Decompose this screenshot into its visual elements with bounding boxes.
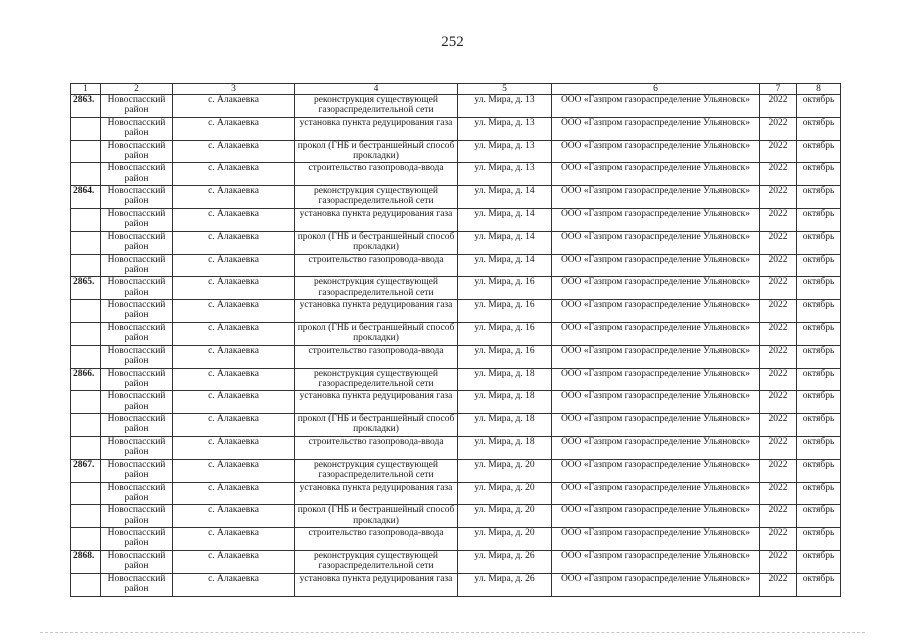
- record-number: [71, 436, 101, 459]
- table-row: [71, 550, 841, 573]
- work-type-cell: строительство газопровода-ввода: [295, 163, 458, 186]
- organization-cell: ООО «Газпром газораспределение Ульяновск»: [552, 550, 760, 573]
- header-row: [71, 84, 841, 95]
- record-number: [71, 300, 101, 323]
- district-cell: Новоспасский район: [101, 505, 173, 528]
- month-cell: октябрь: [797, 459, 841, 482]
- month-cell: октябрь: [797, 140, 841, 163]
- work-type-cell: строительство газопровода-ввода: [295, 254, 458, 277]
- month-cell: октябрь: [797, 391, 841, 414]
- district-cell: Новоспасский район: [101, 436, 173, 459]
- work-type-cell: прокол (ГНБ и бестраншейный способ прокладки): [295, 231, 458, 254]
- year-cell: 2022: [760, 573, 797, 596]
- organization-cell: ООО «Газпром газораспределение Ульяновск»: [552, 368, 760, 391]
- record-number: 2863.: [71, 95, 101, 118]
- district-cell: Новоспасский район: [101, 482, 173, 505]
- address-cell: ул. Мира, д. 14: [458, 254, 552, 277]
- work-type-cell: установка пункта редуцирования газа: [295, 300, 458, 323]
- month-cell: октябрь: [797, 186, 841, 209]
- organization-cell: ООО «Газпром газораспределение Ульяновск»: [552, 414, 760, 437]
- record-number: [71, 163, 101, 186]
- work-type-cell: установка пункта редуцирования газа: [295, 573, 458, 596]
- settlement-cell: с. Алакаевка: [173, 277, 295, 300]
- year-cell: 2022: [760, 391, 797, 414]
- year-cell: 2022: [760, 459, 797, 482]
- record-number: [71, 391, 101, 414]
- settlement-cell: с. Алакаевка: [173, 140, 295, 163]
- organization-cell: ООО «Газпром газораспределение Ульяновск»: [552, 300, 760, 323]
- work-type-cell: реконструкция существующей газораспределительной сети: [295, 186, 458, 209]
- table-row: [71, 277, 841, 300]
- address-cell: ул. Мира, д. 18: [458, 391, 552, 414]
- organization-cell: ООО «Газпром газораспределение Ульяновск»: [552, 277, 760, 300]
- month-cell: октябрь: [797, 528, 841, 551]
- header-cell: 6: [552, 84, 760, 95]
- page-bottom-edge: [40, 632, 865, 634]
- header-cell: 2: [101, 84, 173, 95]
- month-cell: октябрь: [797, 117, 841, 140]
- record-number: [71, 573, 101, 596]
- record-number: [71, 414, 101, 437]
- settlement-cell: с. Алакаевка: [173, 528, 295, 551]
- district-cell: Новоспасский район: [101, 322, 173, 345]
- table-row: [71, 345, 841, 368]
- table-row: [71, 414, 841, 437]
- work-type-cell: установка пункта редуцирования газа: [295, 391, 458, 414]
- work-type-cell: строительство газопровода-ввода: [295, 528, 458, 551]
- address-cell: ул. Мира, д. 20: [458, 482, 552, 505]
- month-cell: октябрь: [797, 208, 841, 231]
- settlement-cell: с. Алакаевка: [173, 436, 295, 459]
- settlement-cell: с. Алакаевка: [173, 300, 295, 323]
- month-cell: октябрь: [797, 163, 841, 186]
- month-cell: октябрь: [797, 436, 841, 459]
- table-row: [71, 573, 841, 596]
- year-cell: 2022: [760, 231, 797, 254]
- address-cell: ул. Мира, д. 13: [458, 117, 552, 140]
- table-row: [71, 482, 841, 505]
- table-row: [71, 208, 841, 231]
- table-row: [71, 117, 841, 140]
- address-cell: ул. Мира, д. 20: [458, 459, 552, 482]
- organization-cell: ООО «Газпром газораспределение Ульяновск»: [552, 140, 760, 163]
- table-row: [71, 528, 841, 551]
- district-cell: Новоспасский район: [101, 573, 173, 596]
- organization-cell: ООО «Газпром газораспределение Ульяновск»: [552, 482, 760, 505]
- year-cell: 2022: [760, 300, 797, 323]
- month-cell: октябрь: [797, 550, 841, 573]
- district-cell: Новоспасский район: [101, 231, 173, 254]
- month-cell: октябрь: [797, 368, 841, 391]
- district-cell: Новоспасский район: [101, 391, 173, 414]
- address-cell: ул. Мира, д. 16: [458, 345, 552, 368]
- month-cell: октябрь: [797, 573, 841, 596]
- district-cell: Новоспасский район: [101, 368, 173, 391]
- organization-cell: ООО «Газпром газораспределение Ульяновск»: [552, 322, 760, 345]
- year-cell: 2022: [760, 140, 797, 163]
- month-cell: октябрь: [797, 505, 841, 528]
- address-cell: ул. Мира, д. 14: [458, 186, 552, 209]
- table-row: [71, 300, 841, 323]
- record-number: 2864.: [71, 186, 101, 209]
- settlement-cell: с. Алакаевка: [173, 95, 295, 118]
- address-cell: ул. Мира, д. 14: [458, 231, 552, 254]
- table-row: [71, 186, 841, 209]
- header-cell: 5: [458, 84, 552, 95]
- settlement-cell: с. Алакаевка: [173, 345, 295, 368]
- settlement-cell: с. Алакаевка: [173, 505, 295, 528]
- record-number: [71, 528, 101, 551]
- work-type-cell: реконструкция существующей газораспределительной сети: [295, 459, 458, 482]
- address-cell: ул. Мира, д. 26: [458, 550, 552, 573]
- settlement-cell: с. Алакаевка: [173, 550, 295, 573]
- address-cell: ул. Мира, д. 20: [458, 505, 552, 528]
- year-cell: 2022: [760, 505, 797, 528]
- header-cell: 1: [71, 84, 101, 95]
- organization-cell: ООО «Газпром газораспределение Ульяновск»: [552, 459, 760, 482]
- organization-cell: ООО «Газпром газораспределение Ульяновск»: [552, 186, 760, 209]
- record-number: [71, 322, 101, 345]
- year-cell: 2022: [760, 322, 797, 345]
- district-cell: Новоспасский район: [101, 186, 173, 209]
- work-type-cell: строительство газопровода-ввода: [295, 436, 458, 459]
- work-type-cell: реконструкция существующей газораспределительной сети: [295, 550, 458, 573]
- month-cell: октябрь: [797, 95, 841, 118]
- work-type-cell: прокол (ГНБ и бестраншейный способ прокладки): [295, 140, 458, 163]
- district-cell: Новоспасский район: [101, 528, 173, 551]
- month-cell: октябрь: [797, 277, 841, 300]
- table-row: [71, 254, 841, 277]
- year-cell: 2022: [760, 163, 797, 186]
- district-cell: Новоспасский район: [101, 95, 173, 118]
- record-number: 2867.: [71, 459, 101, 482]
- year-cell: 2022: [760, 550, 797, 573]
- settlement-cell: с. Алакаевка: [173, 117, 295, 140]
- work-type-cell: прокол (ГНБ и бестраншейный способ прокладки): [295, 414, 458, 437]
- header-cell: 3: [173, 84, 295, 95]
- table-body: [71, 95, 841, 597]
- district-cell: Новоспасский район: [101, 163, 173, 186]
- year-cell: 2022: [760, 95, 797, 118]
- work-type-cell: установка пункта редуцирования газа: [295, 482, 458, 505]
- month-cell: октябрь: [797, 300, 841, 323]
- month-cell: октябрь: [797, 322, 841, 345]
- organization-cell: ООО «Газпром газораспределение Ульяновск»: [552, 573, 760, 596]
- settlement-cell: с. Алакаевка: [173, 254, 295, 277]
- year-cell: 2022: [760, 482, 797, 505]
- record-number: [71, 482, 101, 505]
- address-cell: ул. Мира, д. 13: [458, 140, 552, 163]
- district-cell: Новоспасский район: [101, 300, 173, 323]
- settlement-cell: с. Алакаевка: [173, 231, 295, 254]
- settlement-cell: с. Алакаевка: [173, 368, 295, 391]
- address-cell: ул. Мира, д. 13: [458, 163, 552, 186]
- address-cell: ул. Мира, д. 16: [458, 300, 552, 323]
- year-cell: 2022: [760, 208, 797, 231]
- district-cell: Новоспасский район: [101, 208, 173, 231]
- organization-cell: ООО «Газпром газораспределение Ульяновск»: [552, 117, 760, 140]
- organization-cell: ООО «Газпром газораспределение Ульяновск»: [552, 231, 760, 254]
- record-number: [71, 254, 101, 277]
- district-cell: Новоспасский район: [101, 345, 173, 368]
- table-row: [71, 368, 841, 391]
- year-cell: 2022: [760, 436, 797, 459]
- work-type-cell: прокол (ГНБ и бестраншейный способ прокладки): [295, 322, 458, 345]
- year-cell: 2022: [760, 186, 797, 209]
- work-type-cell: установка пункта редуцирования газа: [295, 208, 458, 231]
- organization-cell: ООО «Газпром газораспределение Ульяновск»: [552, 505, 760, 528]
- district-cell: Новоспасский район: [101, 140, 173, 163]
- work-type-cell: строительство газопровода-ввода: [295, 345, 458, 368]
- month-cell: октябрь: [797, 254, 841, 277]
- district-cell: Новоспасский район: [101, 277, 173, 300]
- year-cell: 2022: [760, 414, 797, 437]
- organization-cell: ООО «Газпром газораспределение Ульяновск»: [552, 254, 760, 277]
- address-cell: ул. Мира, д. 16: [458, 277, 552, 300]
- table-row: [71, 505, 841, 528]
- month-cell: октябрь: [797, 231, 841, 254]
- settlement-cell: с. Алакаевка: [173, 482, 295, 505]
- organization-cell: ООО «Газпром газораспределение Ульяновск»: [552, 345, 760, 368]
- header-cell: 8: [797, 84, 841, 95]
- header-cell: 7: [760, 84, 797, 95]
- work-type-cell: реконструкция существующей газораспределительной сети: [295, 277, 458, 300]
- address-cell: ул. Мира, д. 14: [458, 208, 552, 231]
- settlement-cell: с. Алакаевка: [173, 573, 295, 596]
- address-cell: ул. Мира, д. 20: [458, 528, 552, 551]
- settlement-cell: с. Алакаевка: [173, 322, 295, 345]
- page-number: 252: [441, 34, 464, 50]
- organization-cell: ООО «Газпром газораспределение Ульяновск»: [552, 391, 760, 414]
- month-cell: октябрь: [797, 482, 841, 505]
- year-cell: 2022: [760, 368, 797, 391]
- month-cell: октябрь: [797, 345, 841, 368]
- address-cell: ул. Мира, д. 16: [458, 322, 552, 345]
- organization-cell: ООО «Газпром газораспределение Ульяновск»: [552, 436, 760, 459]
- month-cell: октябрь: [797, 414, 841, 437]
- work-type-cell: установка пункта редуцирования газа: [295, 117, 458, 140]
- organization-cell: ООО «Газпром газораспределение Ульяновск»: [552, 528, 760, 551]
- settlement-cell: с. Алакаевка: [173, 459, 295, 482]
- district-cell: Новоспасский район: [101, 459, 173, 482]
- address-cell: ул. Мира, д. 18: [458, 436, 552, 459]
- record-number: [71, 140, 101, 163]
- record-number: [71, 505, 101, 528]
- work-type-cell: реконструкция существующей газораспределительной сети: [295, 368, 458, 391]
- record-number: [71, 345, 101, 368]
- table-row: [71, 391, 841, 414]
- table-row: [71, 231, 841, 254]
- table-row: [71, 322, 841, 345]
- record-number: [71, 208, 101, 231]
- year-cell: 2022: [760, 254, 797, 277]
- work-type-cell: реконструкция существующей газораспределительной сети: [295, 95, 458, 118]
- record-number: [71, 117, 101, 140]
- year-cell: 2022: [760, 277, 797, 300]
- table-row: [71, 140, 841, 163]
- organization-cell: ООО «Газпром газораспределение Ульяновск»: [552, 208, 760, 231]
- header-cell: 4: [295, 84, 458, 95]
- settlement-cell: с. Алакаевка: [173, 208, 295, 231]
- record-number: 2866.: [71, 368, 101, 391]
- address-cell: ул. Мира, д. 13: [458, 95, 552, 118]
- district-cell: Новоспасский район: [101, 117, 173, 140]
- address-cell: ул. Мира, д. 26: [458, 573, 552, 596]
- work-type-cell: прокол (ГНБ и бестраншейный способ прокладки): [295, 505, 458, 528]
- organization-cell: ООО «Газпром газораспределение Ульяновск»: [552, 163, 760, 186]
- district-cell: Новоспасский район: [101, 550, 173, 573]
- table-row: [71, 459, 841, 482]
- district-cell: Новоспасский район: [101, 414, 173, 437]
- registry-table: [70, 83, 841, 597]
- table-row: [71, 436, 841, 459]
- organization-cell: ООО «Газпром газораспределение Ульяновск»: [552, 95, 760, 118]
- table-row: [71, 163, 841, 186]
- year-cell: 2022: [760, 528, 797, 551]
- record-number: 2865.: [71, 277, 101, 300]
- year-cell: 2022: [760, 117, 797, 140]
- address-cell: ул. Мира, д. 18: [458, 414, 552, 437]
- record-number: [71, 231, 101, 254]
- settlement-cell: с. Алакаевка: [173, 414, 295, 437]
- record-number: 2868.: [71, 550, 101, 573]
- settlement-cell: с. Алакаевка: [173, 391, 295, 414]
- district-cell: Новоспасский район: [101, 254, 173, 277]
- table-row: [71, 95, 841, 118]
- year-cell: 2022: [760, 345, 797, 368]
- address-cell: ул. Мира, д. 18: [458, 368, 552, 391]
- settlement-cell: с. Алакаевка: [173, 163, 295, 186]
- settlement-cell: с. Алакаевка: [173, 186, 295, 209]
